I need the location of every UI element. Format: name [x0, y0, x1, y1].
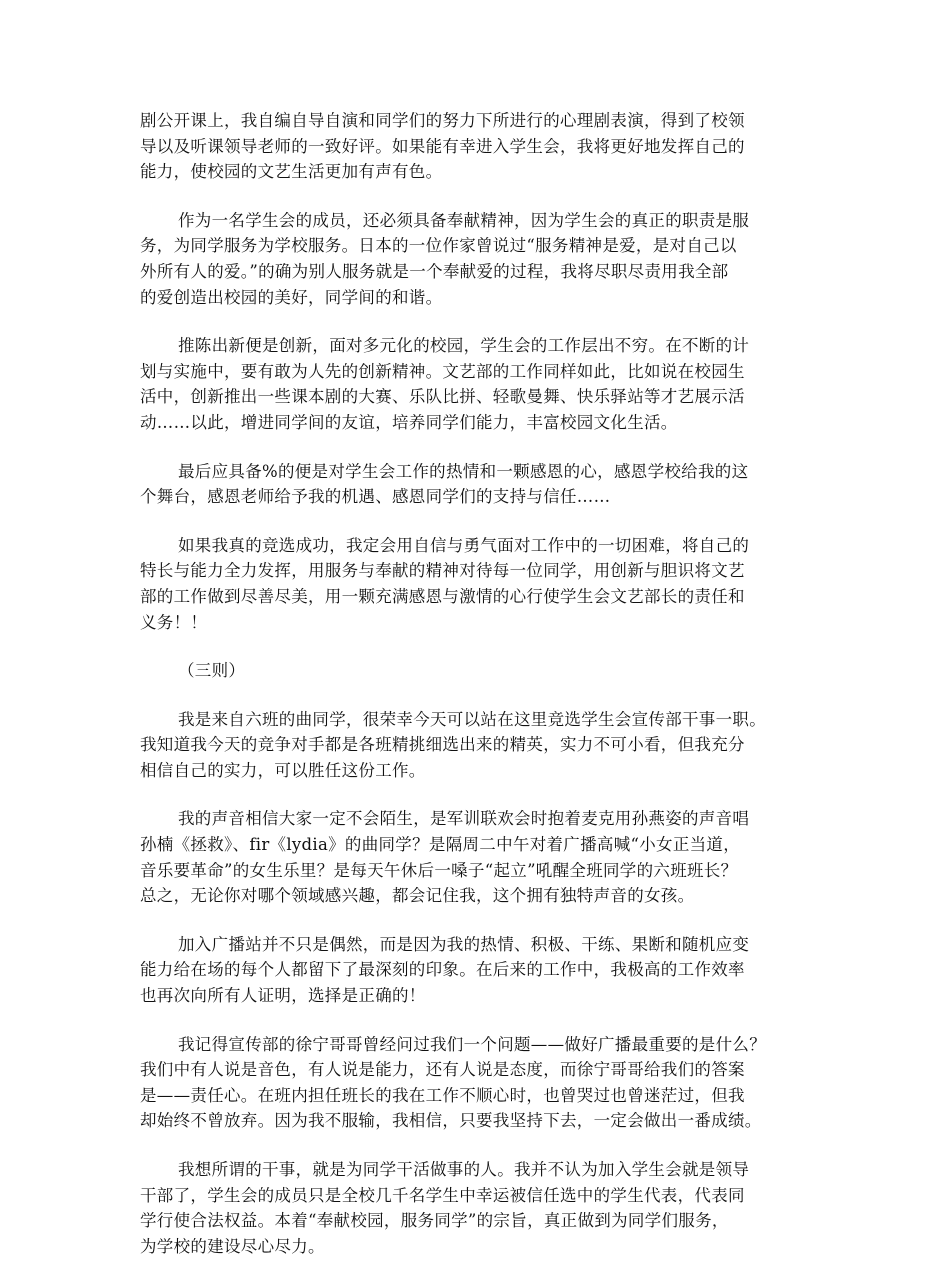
text-line: 加入广播站并不只是偶然，而是因为我的热情、积极、干练、果断和随机应变 [178, 934, 750, 954]
text-line: 活中，创新推出一些课本剧的大赛、乐队比拼、轻歌曼舞、快乐驿站等才艺展示活 [140, 387, 745, 407]
text-line: 却始终不曾放弃。因为我不服输，我相信，只要我坚持下去，一定会做出一番成绩。 [140, 1111, 762, 1131]
text-line: 个舞台，感恩老师给予我的机遇、感恩同学们的支持与信任…… [140, 487, 611, 507]
text-line: 部的工作做到尽善尽美，用一颗充满感恩与激情的心行使学生会文艺部长的责任和 [140, 586, 745, 606]
text-line: 动……以此，增进同学间的友谊，培养同学们能力，丰富校园文化生活。 [140, 412, 678, 432]
text-line: 相信自己的实力，可以胜任这份工作。 [140, 760, 426, 780]
paragraph [140, 1157, 840, 1259]
text-line: 为学校的建设尽心尽力。 [140, 1236, 325, 1256]
text-line: 是——责任心。在班内担任班长的我在工作不顺心时，也曾哭过也曾迷茫过，但我 [140, 1085, 745, 1105]
text-line: 音乐要革命”的女生乐里？是每天午休后一嗓子“起立”吼醒全班同学的六班班长？ [140, 860, 738, 880]
text-line: （三则） [178, 661, 246, 681]
text-line: 我记得宣传部的徐宁哥哥曾经问过我们一个问题——做好广播最重要的是什么？ [178, 1034, 766, 1054]
text-line: 的爱创造出校园的美好，同学间的和谐。 [140, 287, 443, 307]
paragraph [140, 932, 840, 1009]
text-line: 干部了，学生会的成员只是全校几千名学生中幸运被信任选中的学生代表，代表同 [140, 1185, 745, 1205]
text-line: 外所有人的爱。”的确为别人服务就是一个奉献爱的过程，我将尽职尽责用我全部 [140, 261, 729, 281]
text-line: 导以及听课领导老师的一致好评。如果能有幸进入学生会，我将更好地发挥自己的 [140, 136, 745, 156]
text-line: 划与实施中，要有敢为人先的创新精神。文艺部的工作同样如此，比如说在校园生 [140, 361, 745, 381]
text-line: 最后应具备%的便是对学生会工作的热情和一颗感恩的心，感恩学校给我的这 [178, 461, 749, 481]
text-line: 务，为同学服务为学校服务。日本的一位作家曾说过“服务精神是爱，是对自己以 [140, 236, 737, 256]
text-line: 我是来自六班的曲同学，很荣幸今天可以站在这里竞选学生会宣传部干事一职。 [178, 709, 766, 729]
text-line: 总之，无论你对哪个领域感兴趣，都会记住我，这个拥有独特声音的女孩。 [140, 886, 695, 906]
section-heading [140, 658, 840, 684]
paragraph [140, 707, 840, 784]
text-line: 我们中有人说是音色，有人说是能力，还有人说是态度，而徐宁哥哥给我们的答案 [140, 1060, 745, 1080]
document-page [140, 108, 840, 1282]
text-line: 推陈出新便是创新，面对多元化的校园，学生会的工作层出不穷。在不断的计 [178, 336, 750, 356]
paragraph [140, 333, 840, 435]
text-line: 能力给在场的每个人都留下了最深刻的印象。在后来的工作中，我极高的工作效率 [140, 960, 745, 980]
text-line: 也再次向所有人证明，选择是正确的！ [140, 986, 426, 1006]
text-line: 我想所谓的干事，就是为同学干活做事的人。我并不认为加入学生会就是领导 [178, 1160, 750, 1179]
text-line: 剧公开课上，我自编自导自演和同学们的努力下所进行的心理剧表演，得到了校领 [140, 111, 745, 130]
paragraph [140, 208, 840, 310]
paragraph [140, 533, 840, 635]
text-line: 特长与能力全力发挥，用服务与奉献的精神对待每一位同学，用创新与胆识将文艺 [140, 561, 745, 581]
text-line: 作为一名学生会的成员，还必须具备奉献精神，因为学生会的真正的职责是服 [178, 210, 750, 230]
text-line: 学行使合法权益。本着“奉献校园，服务同学”的宗旨，真正做到为同学们服务， [140, 1211, 729, 1231]
text-line: 我的声音相信大家一定不会陌生，是军训联欢会时抱着麦克用孙燕姿的声音唱 [178, 809, 750, 829]
text-line: 能力，使校园的文艺生活更加有声有色。 [140, 162, 443, 182]
paragraph [140, 806, 840, 908]
paragraph [140, 1032, 840, 1134]
text-line: 我知道我今天的竞争对手都是各班精挑细选出来的精英，实力不可小看，但我充分 [140, 735, 745, 755]
text-line: 义务！！ [140, 612, 208, 632]
paragraph [140, 459, 840, 510]
paragraph [140, 108, 840, 185]
text-line: 孙楠《拯救》、fir《lydia》的曲同学？是隔周二中午对着广播高喊“小女正当道， [140, 835, 741, 855]
text-line: 如果我真的竞选成功，我定会用自信与勇气面对工作中的一切困难，将自己的 [178, 535, 750, 555]
